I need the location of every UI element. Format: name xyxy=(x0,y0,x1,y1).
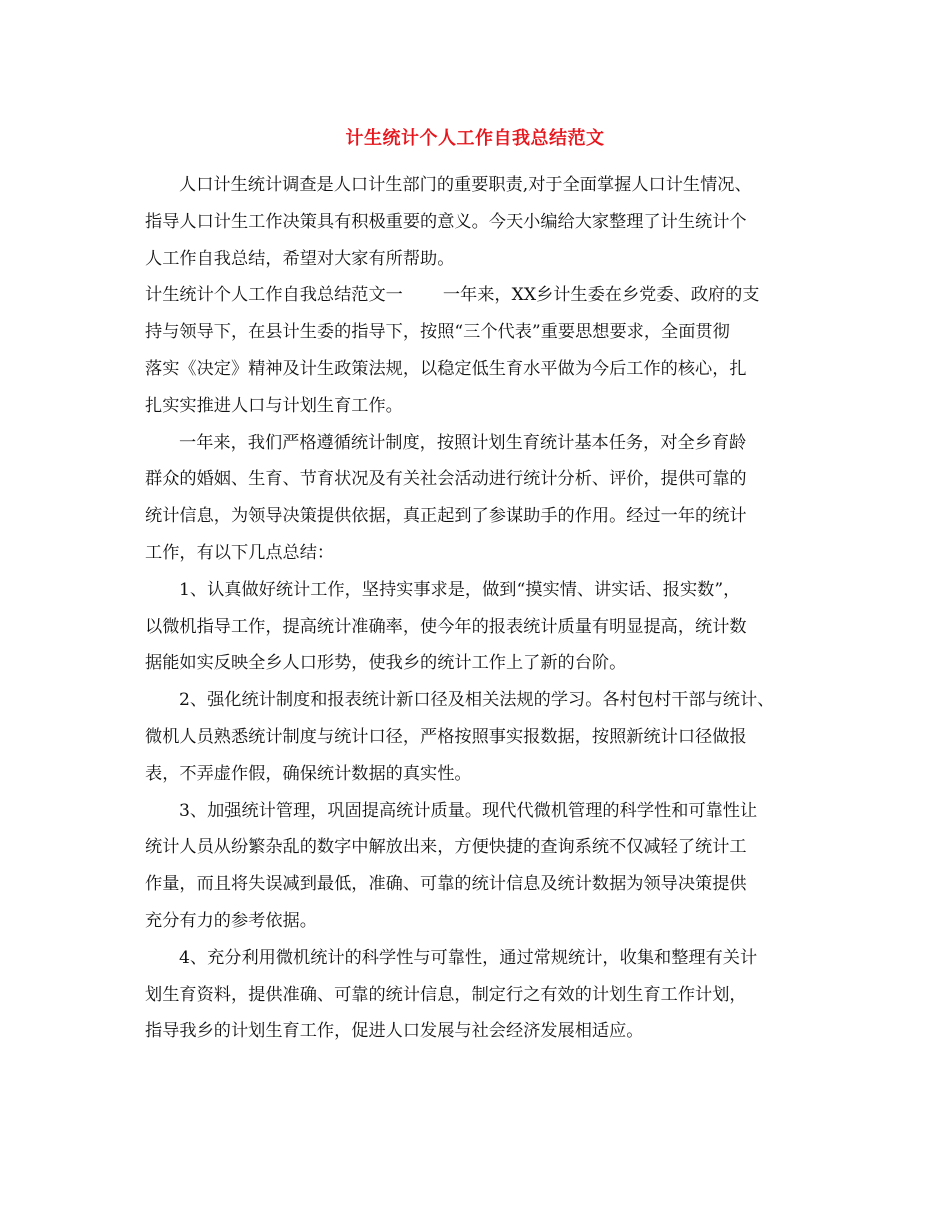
paragraph-line: 2、强化统计制度和报表统计新口径及相关法规的学习。各村包村干部与统计、 xyxy=(179,690,775,711)
paragraph-line: 统计信息，为领导决策提供依据，真正起到了参谋助手的作用。经过一年的统计 xyxy=(145,506,747,527)
section-heading-line xyxy=(145,277,813,314)
paragraph-line: 指导我乡的计划生育工作，促进人口发展与社会经济发展相适应。 xyxy=(145,1021,644,1042)
paragraph-line: 人工作自我总结，希望对大家有所帮助。 xyxy=(145,248,455,269)
paragraph-line: 落实《决定》精神及计生政策法规，以稳定低生育水平做为今后工作的核心，扎 xyxy=(145,358,747,379)
paragraph-line: 充分有力的参考依据。 xyxy=(145,910,317,931)
paragraph-line: 一年来，XX乡计生委在乡党委、政府的支 xyxy=(442,285,760,306)
paragraph-line: 划生育资料，提供准确、可靠的统计信息，制定行之有效的计划生育工作计划， xyxy=(145,984,747,1005)
paragraph-line: 3、加强统计管理，巩固提高统计质量。现代代微机管理的科学性和可靠性让 xyxy=(179,800,758,821)
paragraph-line: 人口计生统计调查是人口计生部门的重要职责,对于全面掌握人口计生情况、 xyxy=(179,175,752,195)
paragraph-line: 表，不弄虚作假，确保统计数据的真实性。 xyxy=(145,763,472,784)
paragraph-line: 以微机指导工作，提高统计准确率，使今年的报表统计质量有明显提高，统计数 xyxy=(145,616,747,637)
paragraph-line: 一年来，我们严格遵循统计制度，按照计划生育统计基本任务，对全乡育龄 xyxy=(179,432,747,453)
paragraph-line: 统计人员从纷繁杂乱的数字中解放出来，方便快捷的查询系统不仅减轻了统计工 xyxy=(145,837,747,858)
section-heading: 计生统计个人工作自我总结范文一 xyxy=(145,285,403,306)
paragraph-line: 微机人员熟悉统计制度与统计口径，严格按照事实报数据，按照新统计口径做报 xyxy=(145,726,747,747)
document-body xyxy=(145,167,813,1050)
paragraph-line: 工作，有以下几点总结： xyxy=(145,542,335,563)
paragraph-line: 持与领导下，在县计生委的指导下，按照“三个代表”重要思想要求，全面贯彻 xyxy=(145,322,730,343)
document-title: 计生统计个人工作自我总结范文 xyxy=(345,128,605,149)
paragraph-line: 指导人口计生工作决策具有积极重要的意义。今天小编给大家整理了计生统计个 xyxy=(145,211,747,232)
paragraph-line: 据能如实反映全乡人口形势，使我乡的统计工作上了新的台阶。 xyxy=(145,653,627,674)
paragraph-line: 作量，而且将失误减到最低，准确、可靠的统计信息及统计数据为领导决策提供 xyxy=(145,874,747,895)
paragraph-line: 4、充分利用微机统计的科学性与可靠性，通过常规统计，收集和整理有关计 xyxy=(179,947,758,968)
paragraph-line: 群众的婚姻、生育、节育状况及有关社会活动进行统计分析、评价，提供可靠的 xyxy=(145,469,747,490)
paragraph-line: 1、认真做好统计工作，坚持实事求是，做到“摸实情、讲实话、报实数”， xyxy=(179,579,741,600)
paragraph-line: 扎实实推进人口与计划生育工作。 xyxy=(145,395,403,416)
